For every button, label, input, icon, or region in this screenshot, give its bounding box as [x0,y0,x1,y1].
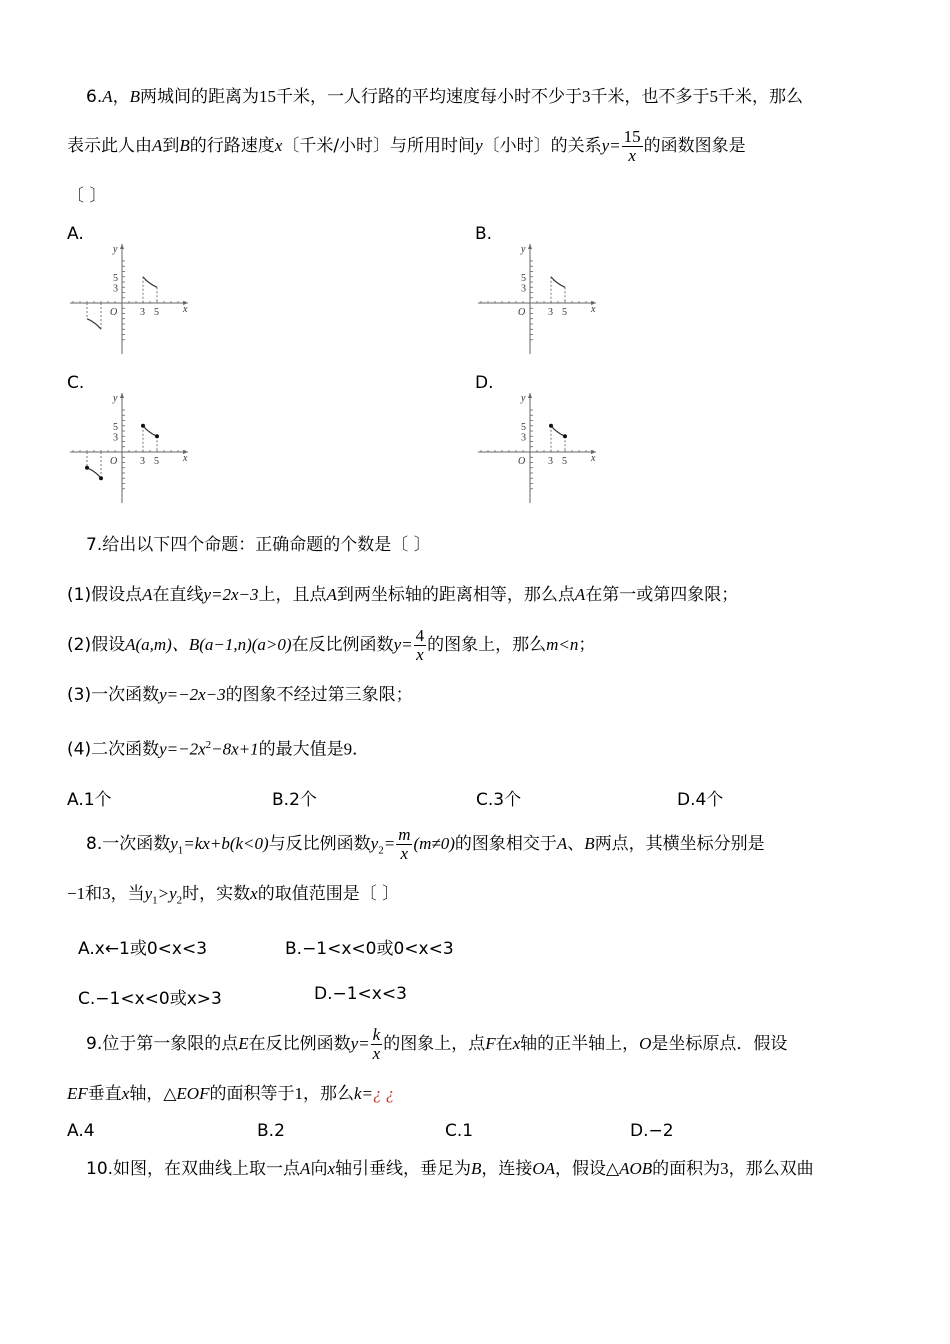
q6-line-2 [67,126,746,166]
q8-var: B [584,834,595,853]
fraction-denominator: x [628,145,636,165]
q6-num: 15 [259,87,277,106]
q10-text: ，连接 [481,1159,533,1179]
q6-answer-bracket: 〔 〕 [67,186,107,206]
q10-var: A [300,1159,311,1178]
q7-text: (3)一次函数 [67,685,160,705]
q6-text: 的函数图象是 [643,136,746,156]
q6-var: B [129,87,141,106]
q7-num: 9 [343,739,353,759]
fraction-numerator: 15 [623,126,641,146]
q9-option-d[interactable]: D.−2 [630,1121,674,1141]
q7-text: (2)假设 [67,635,126,655]
q6-var: x [274,136,283,155]
y-axis-arrow [528,393,532,398]
q7-var: A [326,585,337,604]
q9-text: 是坐标原点．假设 [651,1034,788,1054]
endpoint [563,434,567,438]
q6-line-1 [86,87,803,107]
q10-text: ，那么双曲 [728,1159,814,1179]
q6-text: 千米，那么 [718,87,804,107]
origin-label: O [110,456,118,467]
x-axis-label: x [591,304,596,315]
q8-option-c[interactable]: C.−1<x<0或x>3 [78,989,222,1009]
q9-var: x [121,1084,130,1103]
q8-formula: (m≠0) [413,834,455,853]
q9-formula: k= [353,1084,373,1103]
q6-text: ， [112,87,130,107]
q8-text: 和 [85,884,103,904]
y-tick-label-5: 5 [521,421,526,433]
origin-label: O [110,307,118,318]
q7-text: 在反比例函数 [291,635,394,655]
x-tick-label-5: 5 [154,456,159,467]
fraction-numerator: k [372,1024,381,1044]
q8-subscript: 1 [177,844,184,857]
q9-fraction [371,1026,383,1063]
q8-text: 的取值范围是〔 〕 [257,884,400,904]
q7-prop-3 [67,685,413,705]
q8-var: y [170,834,178,853]
y-tick-label-3: 3 [521,432,526,444]
q6-text: 两城间的距离为 [140,87,260,107]
q6-graph-c [64,389,194,507]
q9-var: EF [67,1084,88,1103]
q7-text: 的图象不经过第三象限； [225,685,413,705]
q8-subscript: 2 [176,894,183,907]
y-axis-label: y [113,393,118,404]
q7-var: A [574,585,586,604]
q9-blank: ¿ ¿ [372,1084,395,1103]
q7-formula: A(a,m)、B(a−1,n)(a>0) [125,635,292,654]
q6-graph-d [472,389,602,507]
q10-var: x [327,1159,335,1178]
q9-text: 在 [495,1034,513,1054]
fraction-numerator: 4 [415,625,425,645]
x-tick-label-3: 3 [140,456,145,467]
y-tick-label-3: 3 [521,283,526,295]
q9-line-2 [67,1084,394,1104]
q7-formula: m<n [546,635,579,654]
branch-positive [143,426,157,437]
q8-text: 的图象相交于 [454,834,557,854]
branch-negative [87,319,101,330]
q7-formula: y=−2x [159,739,206,759]
x-axis-label: x [591,453,596,464]
x-tick-label-3: 3 [140,307,145,318]
q9-option-c[interactable]: C.1 [445,1121,474,1141]
y-tick-label-5: 5 [521,272,526,284]
q8-text: 8.一次函数 [86,834,171,854]
endpoint [141,424,145,428]
x-tick-label-5: 5 [562,307,567,318]
q9-text: 在反比例函数 [248,1034,351,1054]
endpoint [99,476,103,480]
q6-text: 到 [162,136,180,156]
q7-option-c[interactable]: C.3个 [476,790,522,810]
y-axis-arrow [120,244,124,249]
q7-text: ． [352,739,370,760]
q10-text: ，假设△ [555,1159,620,1179]
q8-subscript: 1 [152,894,158,907]
q7-text: 在第一或第四象限； [585,585,739,605]
q10-line-1 [86,1159,814,1179]
q6-text: 的行路速度 [189,136,275,156]
q6-option-d-label: D. [475,373,494,393]
q6-num: 5 [709,87,719,106]
q10-text: 的面积为 [652,1159,721,1179]
q6-text: 〔千米/小时〕与所用时间 [282,136,476,156]
q8-text: 与反比例函数 [268,834,371,854]
q6-option-c-label: C. [67,373,85,393]
q6-text: 千米，也不多于 [590,87,710,107]
q7-text: ； [578,635,596,655]
q8-fraction [396,826,412,863]
q7-text: 的图象上，那么 [427,635,547,655]
q9-option-a[interactable]: A.4 [67,1121,95,1141]
q9-text: 轴的正半轴上， [520,1034,640,1054]
q8-text: 、 [567,834,585,854]
q8-num: 3 [102,884,111,903]
x-axis-label: x [183,453,188,464]
q7-text: 到两坐标轴的距离相等，那么点 [336,585,575,605]
q6-text: 〔小时〕的关系 [482,136,602,156]
endpoint [549,424,553,428]
q9-formula: y= [350,1034,370,1053]
q6-fraction [622,128,643,165]
q9-text: 的面积等于 [209,1084,295,1104]
q9-var: x [512,1034,521,1053]
q9-text: 垂直 [87,1084,122,1104]
q6-text: 千米，一人行路的平均速度每小时不少于 [276,87,583,107]
y-axis-arrow [120,393,124,398]
origin-label: O [518,307,526,318]
q8-var: x [250,884,258,903]
y-tick-label-3: 3 [113,432,118,444]
y-tick-label-5: 5 [113,421,118,433]
q7-formula: y=−2x−3 [159,685,226,704]
q8-formula: = [383,834,396,853]
q8-line-1 [86,824,765,870]
q9-text: 9.位于第一象限的点 [86,1034,239,1054]
q7-option-b[interactable]: B.2个 [272,790,317,810]
y-axis-arrow [528,244,532,249]
fraction-denominator: x [416,644,424,664]
q8-option-b[interactable]: B.−1<x<0或0<x<3 [285,939,454,959]
fraction-denominator: x [400,843,409,863]
q8-var: y [370,834,379,853]
q6-text: 表示此人由 [67,136,152,156]
q10-var: B [470,1159,482,1178]
q7-text: 在直线 [152,585,204,605]
q8-var: y [144,884,153,903]
y-axis-label: y [521,393,526,404]
q9-line-1 [86,1024,787,1064]
q9-text: ，那么 [302,1084,354,1104]
q9-var: F [485,1034,496,1053]
q6-graph-a [64,240,194,358]
q9-option-b[interactable]: B.2 [257,1121,285,1141]
q10-text: 10.如图，在双曲线上取一点 [86,1159,301,1179]
q7-formula: y=2x−3 [203,585,259,604]
y-axis-label: y [521,244,526,255]
origin-label: O [518,456,526,467]
q6-var: y [475,136,483,155]
fraction-denominator: x [372,1043,381,1063]
q10-num: 3 [720,1159,729,1178]
q7-var: A [142,585,153,604]
q7-text: 的最大值是 [258,739,344,760]
q9-text: 的图象上，点 [383,1034,486,1054]
q7-prop-4 [67,735,369,760]
q6-num: 3 [582,87,591,106]
y-axis-label: y [113,244,118,255]
q8-text: 时，实数 [182,884,251,904]
q6-var: y= [601,136,621,155]
q8-formula: > [157,884,170,903]
q8-text: 两点，其横坐标分别是 [594,834,765,854]
q7-prop-2 [67,625,595,665]
branch-negative [87,468,101,479]
q6-var: A [152,136,163,155]
x-axis-label: x [183,304,188,315]
q8-line-2 [67,884,399,910]
q7-option-d[interactable]: D.4个 [677,790,724,810]
q10-var: OA [532,1159,556,1178]
q7-title: 7.给出以下四个命题：正确命题的个数是〔 〕 [86,535,431,555]
x-tick-label-5: 5 [562,456,567,467]
q7-exponent: 2 [205,739,212,751]
q9-var: O [639,1034,652,1053]
q10-text: 向 [310,1159,328,1179]
q8-subscript: 2 [378,844,384,857]
q7-prop-1 [67,585,738,605]
q8-formula: =kx+b(k<0) [183,834,269,853]
q8-var: A [556,834,568,853]
q7-option-a[interactable]: A.1个 [67,790,112,810]
q8-text: ，当 [110,884,145,904]
q9-var: E [238,1034,249,1053]
q8-option-a[interactable]: A.x←1或0<x<3 [78,939,208,959]
q6-var: B [179,136,190,155]
q10-text: 轴引垂线，垂足为 [334,1159,471,1179]
x-tick-label-3: 3 [548,307,553,318]
q7-fraction [414,627,427,664]
q8-option-d[interactable]: D.−1<x<3 [314,984,407,1004]
q7-text: 上，且点 [258,585,327,605]
branch-positive [551,426,565,437]
q9-var: EOF [176,1084,210,1103]
q6-graph-b [472,240,602,358]
q7-text: (1)假设点 [67,585,143,605]
q6-option-b-label: B. [475,224,493,244]
q6-option-a-label: A. [67,224,84,244]
y-tick-label-5: 5 [113,272,118,284]
x-tick-label-3: 3 [548,456,553,467]
q9-num: 1 [294,1084,303,1103]
q8-var: y [169,884,177,903]
fraction-numerator: m [398,824,411,844]
q6-number: 6. [86,87,103,107]
x-tick-label-5: 5 [154,307,159,318]
q9-text: 轴，△ [129,1084,177,1104]
endpoint [155,434,159,438]
q10-var: AOB [619,1159,653,1178]
endpoint [85,466,89,470]
branch-positive [143,277,157,288]
y-tick-label-3: 3 [113,283,118,295]
q7-text: (4)二次函数 [67,739,160,760]
branch-positive [551,277,565,288]
q8-num: −1 [67,884,86,903]
q6-var: A [102,87,113,106]
q7-formula: y= [393,635,413,654]
q7-formula: −8x+1 [211,739,259,759]
